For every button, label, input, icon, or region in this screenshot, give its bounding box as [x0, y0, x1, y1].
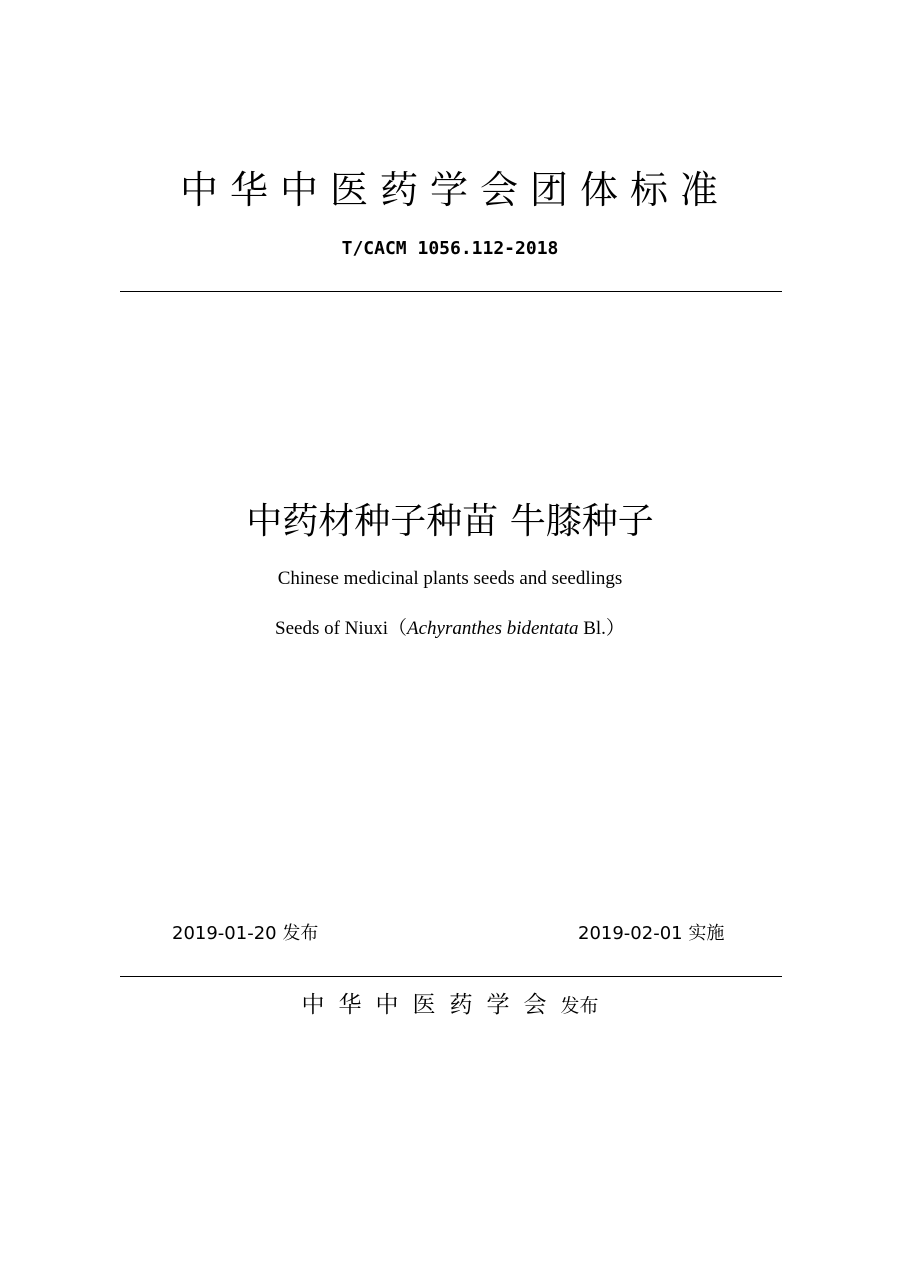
- document-title-chinese: 中药材种子种苗 牛膝种子: [246, 501, 654, 542]
- top-divider: [120, 291, 782, 292]
- standard-category-title: 中华中医药学会团体标准: [179, 168, 730, 212]
- subtitle-prefix: Seeds of Niuxi（: [275, 618, 407, 639]
- document-title-english: Chinese medicinal plants seeds and seedlings: [277, 568, 623, 589]
- scientific-name: Achyranthes bidentata: [406, 618, 579, 639]
- bottom-divider: [120, 976, 782, 977]
- publisher-action: 发布: [560, 995, 599, 1017]
- publisher-organization: 中华中医药学会: [301, 992, 561, 1018]
- implement-date: 2019-02-01 实施: [578, 923, 725, 944]
- subtitle-suffix: Bl.）: [578, 618, 625, 639]
- publish-date: 2019-01-20 发布: [172, 923, 319, 944]
- document-subtitle-english: [0, 615, 900, 643]
- standard-number: T/CACM 1056.112-2018: [341, 238, 559, 259]
- publisher-line: [0, 986, 900, 1025]
